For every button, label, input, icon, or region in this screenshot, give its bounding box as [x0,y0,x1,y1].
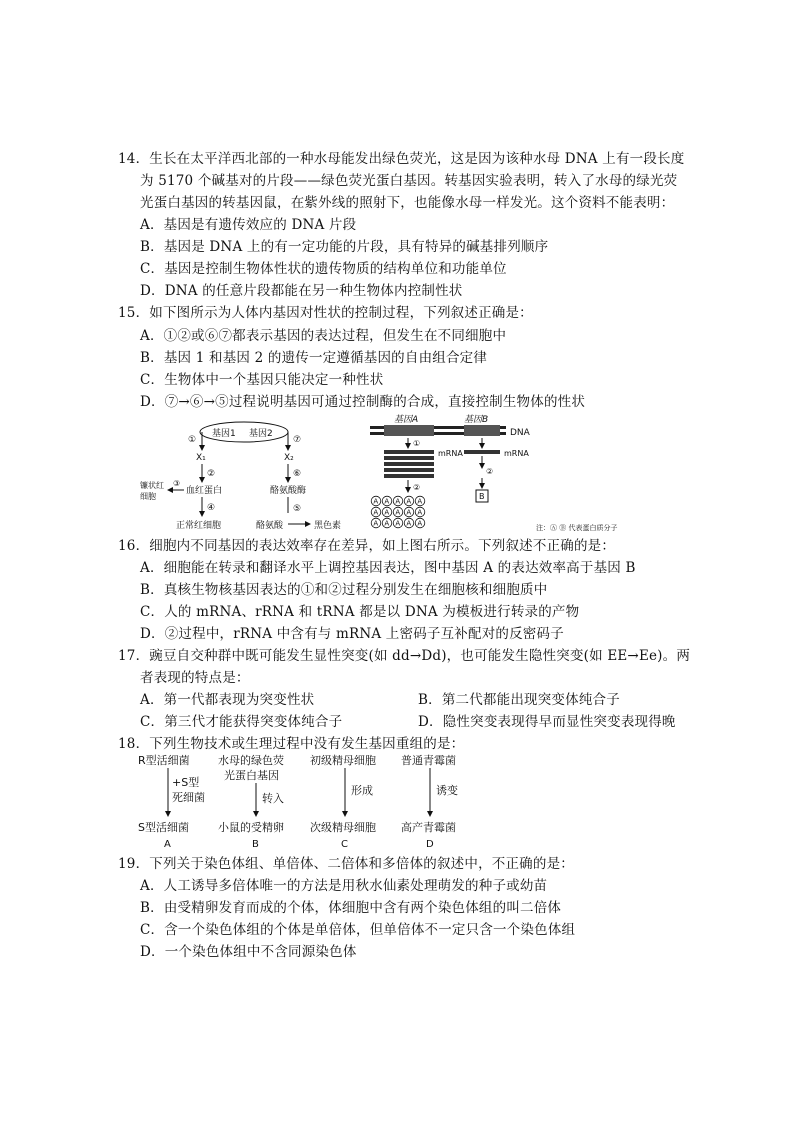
protein-a-letter: A [417,497,423,506]
q14-option-c: C．基因是控制生物体性状的遗传物质的结构单位和功能单位 [140,261,507,277]
q17-option-b: B．第二代都能出现突变体纯合子 [418,692,620,708]
tyrosine-label: 酪氨酸 [256,521,284,531]
option-a-start: R型活细菌 [138,754,190,767]
mrna-b [464,450,500,454]
option-c-label: C [341,839,348,850]
step5-number: ⑤ [293,504,302,514]
gene-a-region [384,425,434,436]
normal-rbc-label: 正常红细胞 [176,521,222,531]
mrna-a-5 [384,474,434,478]
option-c-end: 次级精母细胞 [310,821,376,834]
q18-stem: 18．下列生物技术或生理过程中没有发生基因重组的是： [118,736,465,752]
gene1-label: 基因1 [212,429,236,439]
protein-a-molecules [371,496,425,528]
protein-a-letter: A [373,519,379,528]
step7-number: ⑦ [293,435,302,445]
option-a-label: A [164,839,171,850]
step2-number: ② [207,469,216,479]
q15-stem: 15．如下图所示为人体内基因对性状的控制过程，下列叙述正确是： [118,305,533,321]
q19-stem: 19．下列关于染色体组、单倍体、二倍体和多倍体的叙述中，不正确的是： [118,856,574,872]
option-c-start: 初级精母细胞 [310,754,376,767]
mrna-a-3 [384,462,434,466]
sickle-cell-label-line1: 镰状红 [140,481,164,490]
step6-number: ⑥ [293,469,302,479]
q14-option-d: D．DNA 的任意片段都能在另一种生物体内控制性状 [140,283,463,299]
gene-expression-efficiency-diagram [368,412,656,536]
option-a-condition-line2: 死细菌 [172,791,205,804]
gene-a-label: 基因A [394,415,419,425]
protein-a-letter: A [406,519,412,528]
q16-stem: 16．细胞内不同基因的表达效率存在差异，如上图右所示。下列叙述不正确的是： [118,538,616,554]
protein-a-letter: A [384,497,390,506]
q17-option-a: A．第一代都表现为突变性状 [140,692,315,708]
protein-a-letter: A [417,519,423,528]
protein-a-letter: A [417,508,423,517]
dna-label: DNA [510,428,530,438]
protein-a-letter: A [384,508,390,517]
step4-number: ④ [207,503,216,513]
mrna-a-4 [384,468,434,472]
q15-option-c: C．生物体中一个基因只能决定一种性状 [140,372,384,388]
mrna-a-1 [384,450,434,454]
gene2-label: 基因2 [249,429,273,439]
transcription-number: ① [413,439,421,448]
translation-a-number: ② [413,483,421,492]
q15-option-b: B．基因 1 和基因 2 的遗传一定遵循基因的自由组合定律 [140,350,488,366]
option-b-start-line2: 光蛋白基因 [224,769,279,782]
q17-stem-line1: 17．豌豆自交种群中既可能发生显性突变(如 dd→Dd)，也可能发生隐性突变(如 EE→Ee)。两 [118,648,691,664]
mrna-a-label: mRNA [438,449,463,458]
q17-stem-line2: 者表现的特点是： [140,670,250,686]
q16-option-b: B．真核生物核基因表达的①和②过程分别发生在细胞核和细胞质中 [140,582,548,598]
step3-number: ③ [173,479,181,488]
protein-a-letter: A [406,497,412,506]
q19-option-a: A．人工诱导多倍体唯一的方法是用秋水仙素处理萌发的种子或幼苗 [140,878,548,894]
option-d-end: 高产青霉菌 [401,821,456,834]
option-a-condition-line1: +S型 [172,776,200,789]
legend-note: 注：Ⓐ Ⓑ 代表蛋白质分子 [536,524,618,532]
x1-label: X₁ [196,453,206,463]
option-a-end: S型活细菌 [138,821,189,834]
protein-a-letter: A [373,497,379,506]
option-b-label: B [252,839,259,850]
mrna-b-label: mRNA [504,449,529,458]
option-b-end: 小鼠的受精卵 [218,821,284,834]
q17-option-c: C．第三代才能获得突变体纯合子 [140,714,343,730]
protein-a-letter: A [406,508,412,517]
gene-b-region [464,425,500,436]
hemoglobin-label: 血红蛋白 [186,486,223,496]
protein-a-letter: A [395,519,401,528]
step1-number: ① [188,435,197,445]
translation-b-number: ② [486,467,494,476]
gene-recombination-options-diagram [138,752,478,852]
x2-label: X₂ [284,453,294,463]
protein-a-letter: A [373,508,379,517]
mrna-a-2 [384,456,434,460]
gene-trait-pathway-diagram [138,418,368,536]
option-b-start-line1: 水母的绿色荧 [218,754,284,767]
melanin-label: 黑色素 [314,521,342,531]
option-d-start: 普通青霉菌 [401,754,456,767]
q19-option-c: C．含一个染色体组的个体是单倍体，但单倍体不一定只含一个染色体组 [140,922,576,938]
q15-option-d: D．⑦→⑥→⑤过程说明基因可通过控制酶的合成，直接控制生物体的性状 [140,394,586,410]
sickle-cell-label-line2: 细胞 [140,492,156,501]
tyrosinase-label: 酪氨酸酶 [270,486,307,496]
q16-option-d: D．②过程中，rRNA 中含有与 mRNA 上密码子互补配对的反密码子 [140,626,564,642]
q14-stem-line1: 14．生长在太平洋西北部的一种水母能发出绿色荧光，这是因为该种水母 DNA 上有一段长度 [118,151,685,167]
q14-option-a: A．基因是有遗传效应的 DNA 片段 [140,217,357,233]
q14-stem-line3: 光蛋白基因的转基因鼠，在紫外线的照射下，也能像水母一样发光。这个资料不能表明： [140,195,675,211]
protein-a-letter: A [395,497,401,506]
q14-stem-line2: 为 5170 个碱基对的片段——绿色荧光蛋白基因。转基因实验表明，转入了水母的绿光荧 [140,173,678,189]
q19-option-d: D．一个染色体组中不含同源染色体 [140,944,357,960]
option-d-label: D [426,839,434,850]
q14-option-b: B．基因是 DNA 上的有一定功能的片段，具有特异的碱基排列顺序 [140,239,549,255]
protein-a-letter: A [395,508,401,517]
option-d-condition: 诱变 [436,784,458,797]
gene-b-label: 基因B [464,415,489,425]
q15-option-a: A．①②或⑥⑦都表示基因的表达过程，但发生在不同细胞中 [140,328,507,344]
option-c-condition: 形成 [351,784,373,797]
q16-option-c: C．人的 mRNA、rRNA 和 tRNA 都是以 DNA 为模板进行转录的产物 [140,604,580,620]
q17-option-d: D．隐性突变表现得早而显性突变表现得晚 [418,714,676,730]
protein-b-label: B [479,492,485,501]
option-b-condition: 转入 [262,792,284,805]
q16-option-a: A．细胞能在转录和翻译水平上调控基因表达，图中基因 A 的表达效率高于基因 B [140,560,636,576]
protein-a-letter: A [384,519,390,528]
q19-option-b: B．由受精卵发育而成的个体，体细胞中含有两个染色体组的叫二倍体 [140,900,562,916]
